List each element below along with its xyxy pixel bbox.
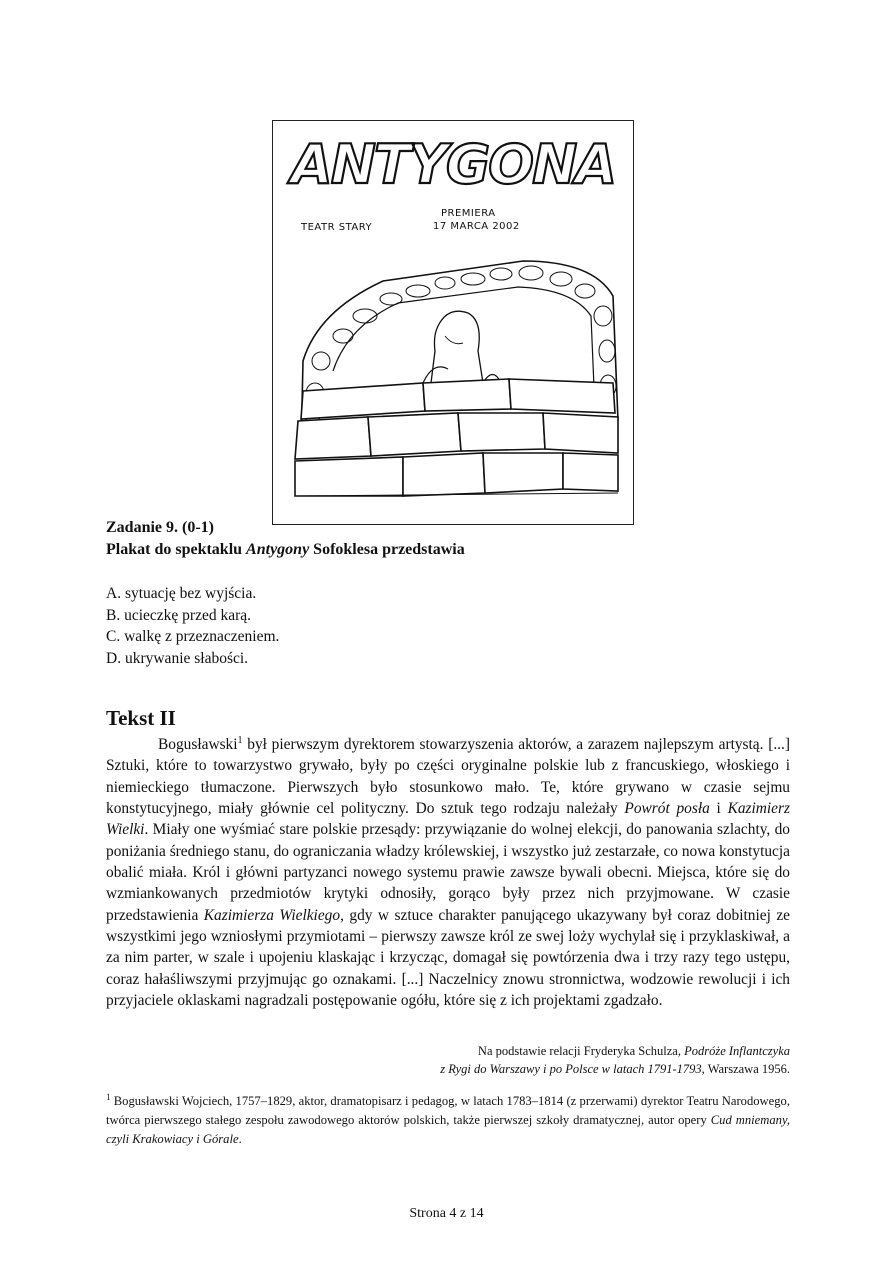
- poster-title: ANTYGONA: [290, 133, 616, 196]
- answer-option-d: D. ukrywanie słabości.: [106, 649, 249, 667]
- footnote-ref: 1: [237, 734, 243, 746]
- poster-image: [272, 120, 634, 525]
- task-question: Plakat do spektaklu Antygony Sofoklesa przedstawia: [106, 541, 465, 558]
- section-heading: Tekst II: [106, 706, 176, 730]
- poster-premiere-label: PREMIERA: [441, 208, 496, 219]
- answer-option-a: A. sytuację bez wyjścia.: [106, 585, 257, 602]
- task-label: Zadanie 9. (0-1): [106, 519, 214, 536]
- poster-drawing: [273, 121, 633, 524]
- body-text: [106, 734, 790, 1011]
- answer-list: [106, 583, 279, 669]
- source-citation: Na podstawie relacji Fryderyka Schulza, Podróże Inflantczyka z Rygi do Warszawy i po Polsce w latach 1791-1793, Warszawa 1956.: [440, 1044, 790, 1076]
- answer-option-b: B. ucieczkę przed karą.: [106, 606, 252, 624]
- footnote: $^1$ Bogusławski Wojciech, 1757–1829, aktor, dramatopisarz i pedagog, w latach 1783–1814 (z przerwami) dyrektor Teatru Narodowego, twórca pierwszego stałego zespołu zawodowego aktorów polskich, także pierwszej szkoły dramatycznej, autor opery Cud mniemany, czyli Krakowiacy i Górale.: [106, 1091, 790, 1146]
- answer-option-c: C. walkę z przeznaczeniem.: [106, 628, 280, 645]
- body-paragraph: Bogusławski$^1$ był pierwszym dyrektorem stowarzyszenia aktorów, a zarazem najlepszym artystą. [...] Sztuki, które to towarzystwo grywało, były po części oryginalne polskie lub z francuskiego, włoskiego i niemieckiego tłumaczone. Pierwszych było stosunkowo mało. Te, które grywano w czasie sejmu konstytucyjnego, miały głównie cel polityczny. Do sztuk tego rodzaju należały Powrót posła i Kazimierz Wielki. Miały one wyśmiać stare polskie przesądy: przywiązanie do wolnej elekcji, do panowania szlachty, do poniżania średniego stanu, do ograniczania władzy królewskiej, i wszystko już zestarzałe, co nowa konstytucja obalić miała. Król i główni partyzanci nowego systemu prawie zawsze bywali obecni. Miejsca, które się do wzmiankowanych przedmiotów krytyki odnosiły, gorąco były przez nich przyjmowane. W czasie przedstawienia Kazimierza Wielkiego, gdy w sztuce charakter panującego ukazywany był coraz dobitniej ze wszystkimi jego wzniosłymi przymiotami – pierwszy zawsze król ze swej loży wychylał się i przyklaskiwał, a za nim parter, w szale i upojeniu klaskając i krzycząc, domagał się powtórzenia dwa i trzy razy tego ustępu, coraz hałaśliwszymi przyjmując go oznakami. [...] Naczelnicy znowu stronnictwa, wodzowie rewolucji i ich przyjaciele oklaskami nagradzali postępowanie ogółu, które się z ich projektami zgadzało.: [106, 734, 791, 1010]
- poster-theatre: TEATR STARY: [301, 222, 373, 233]
- page-number: Strona 4 z 14: [409, 1206, 484, 1221]
- poster-premiere-date: 17 MARCA 2002: [433, 221, 520, 232]
